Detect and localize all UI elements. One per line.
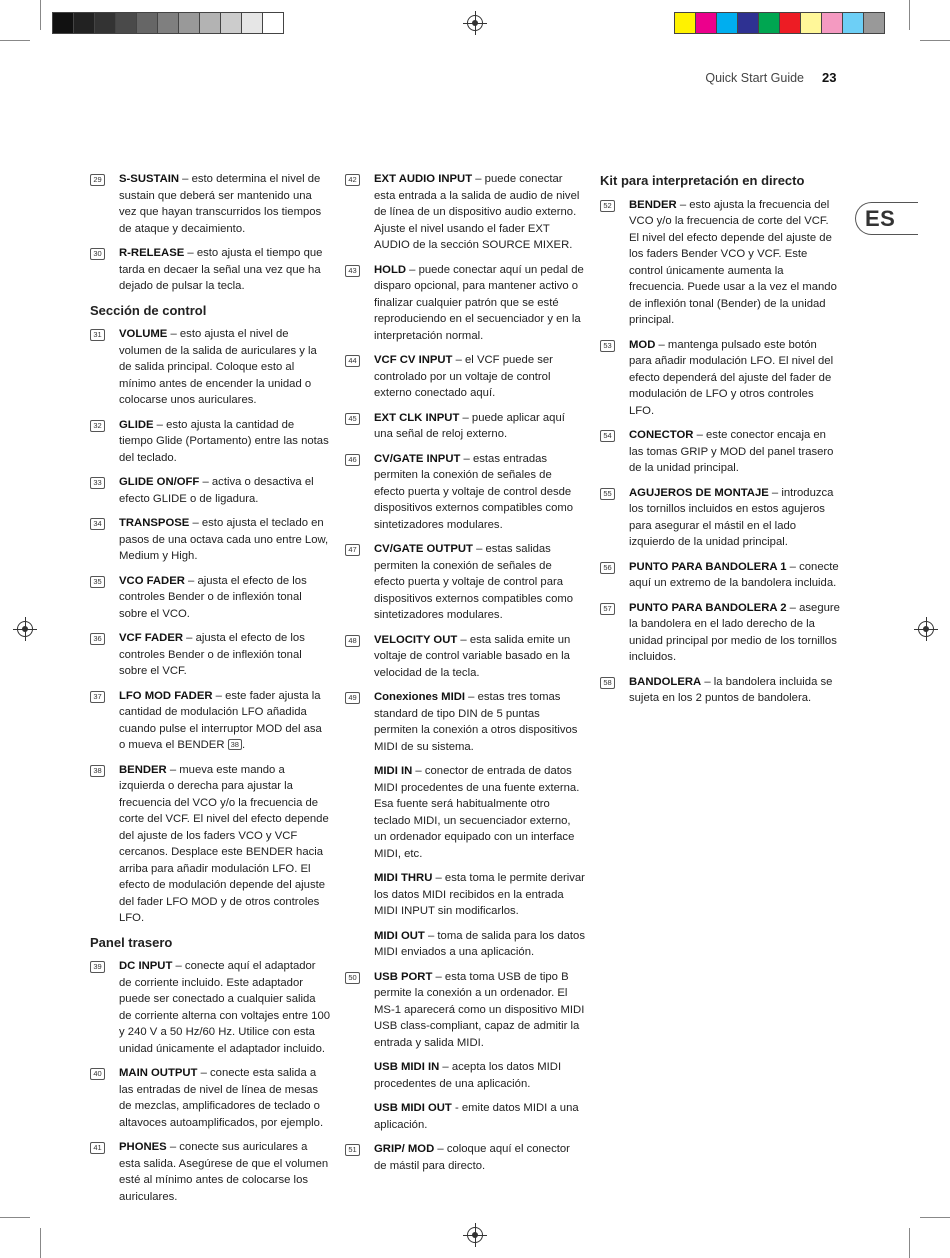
registration-mark-right-icon: [918, 621, 934, 637]
list-item: [345, 969, 585, 1052]
color-swatch: [738, 13, 759, 33]
item-term: VCF FADER: [119, 632, 184, 644]
color-swatch: [95, 13, 116, 33]
item-term: AGUJEROS DE MONTAJE: [629, 486, 769, 499]
item-term: CV/GATE OUTPUT: [374, 543, 473, 555]
item-description: – esto ajusta el tiempo que tarda en decaer la señal una vez que ha dejado de pulsar la tecla.: [119, 247, 323, 292]
item-number-badge: 35: [90, 576, 105, 588]
item-term: BANDOLERA: [629, 675, 702, 688]
reference-badge: 38: [228, 739, 242, 750]
item-term: BENDER: [629, 198, 677, 211]
list-item: [345, 541, 585, 624]
list-item: [345, 451, 585, 534]
item-description: – estas entradas permiten la conexión de señales de efecto puerta y voltaje de control desde dispositivos externos compatibles como sintetizadores modulares.: [374, 452, 574, 531]
item-term: GLIDE ON/OFF: [119, 476, 200, 488]
item-description: – puede aplicar aquí una señal de reloj externo.: [374, 411, 565, 440]
item-term: Conexiones MIDI: [374, 691, 466, 703]
color-calibration-bar: [674, 12, 885, 34]
list-item: [90, 688, 330, 754]
item-description: – esto ajusta la cantidad de tiempo Glide (Portamento) entre las notas del teclado.: [119, 418, 329, 464]
item-description: – esto ajusta la frecuencia del VCO y/o la frecuencia de corte del VCF. El nivel del efecto depende del ajuste de los faders Bender VCO y VCF. Este control únicamente aumenta la frecuencia. Puede usar a la vez el mando de inflexión tonal (Bender) de la unidad principal.: [629, 198, 837, 326]
list-item: [90, 958, 330, 1057]
item-description: – conecte sus auriculares a esta salida. Asegúrese de que el volumen esté al mínimo antes de colocarse los auriculares.: [119, 1141, 329, 1203]
item-term: BENDER: [119, 763, 167, 776]
list-item: [345, 410, 585, 443]
item-number-badge: 50: [345, 972, 360, 984]
list-item: [600, 197, 840, 329]
item-description: – conecte aquí un extremo de la bandolera incluida.: [629, 560, 839, 589]
list-item: [90, 515, 330, 565]
item-number-badge: 31: [90, 329, 105, 341]
item-term: MOD: [629, 338, 656, 351]
section-heading-live-kit: Kit para interpretación en directo: [600, 173, 805, 188]
item-number-badge: 44: [345, 355, 360, 367]
color-swatch: [717, 13, 738, 33]
item-description: – este fader ajusta la cantidad de modulación LFO añadida cuando pulse el interruptor MOD del asa o mueva el BENDER: [119, 689, 322, 751]
list-item: [345, 1141, 585, 1174]
color-swatch: [137, 13, 158, 33]
item-description: – puede conectar aquí un pedal de disparo opcional, para mantener activo o finalizar cualquier patrón que se esté reproduciendo en el secuenciador y en la interpretación normal.: [374, 263, 584, 342]
item-description: – el VCF puede ser controlado por un voltaje de control externo conectado aquí.: [374, 354, 553, 399]
item-number-badge: 49: [345, 692, 360, 704]
item-description: – puede conectar esta entrada a la salida de audio de nivel de línea de un dispositivo audio externo. Ajuste el nivel usando el fader EXT AUDIO de la sección SOURCE MIXER.: [374, 173, 580, 251]
list-item: [90, 417, 330, 467]
list-item: [345, 171, 585, 254]
sub-item: [345, 1100, 585, 1133]
item-description: – esta salida emite un voltaje de control variable basado en la velocidad de la tecla.: [374, 633, 571, 679]
item-description: – conecte esta salida a las entradas de nivel de línea de mesas de mezclas, amplificadores de teclado o altavoces autoamplificados, por ejemplo.: [119, 1067, 324, 1129]
item-number-badge: 33: [90, 477, 105, 489]
item-number-badge: 36: [90, 633, 105, 645]
item-term: MIDI OUT: [374, 929, 425, 942]
color-swatch: [822, 13, 843, 33]
item-term: MAIN OUTPUT: [119, 1067, 198, 1079]
item-term: PUNTO PARA BANDOLERA 2: [629, 601, 787, 614]
item-term: S-SUSTAIN: [119, 173, 180, 185]
item-description: – estas salidas permiten la conexión de señales de efecto puerta y voltaje de control para dispositivos externos compatibles como sintetizadores modulares.: [374, 543, 574, 621]
item-term: GRIP/ MOD: [374, 1143, 435, 1155]
column-2: [345, 171, 585, 1182]
item-number-badge: 37: [90, 691, 105, 703]
section-heading-rear-panel: Panel trasero: [90, 934, 173, 950]
item-description: – mantenga pulsado este botón para añadir modulación LFO. El nivel del efecto dependerá del ajuste del fader de modulación de LFO y otros controles LFO.: [629, 338, 834, 417]
list-item: [600, 559, 840, 592]
item-term: GLIDE: [119, 418, 154, 431]
item-term: MIDI IN: [374, 765, 413, 777]
sub-item: [345, 763, 585, 862]
item-term: CONECTOR: [629, 429, 694, 441]
item-number-badge: 57: [600, 603, 615, 615]
item-description: – mueva este mando a izquierda o derecha para ajustar la frecuencia del VCO y/o la frecuencia de corte del VCF. El nivel del efecto depende del ajuste de los faders VCO y VCF cercanos. Desplace este BENDER hacia arriba para añadir modulación LFO. El efecto de modulación depende del ajuste del fader LFO MOD y de otros controles LFO.: [119, 763, 329, 924]
color-swatch: [263, 13, 283, 33]
item-number-badge: 30: [90, 248, 105, 260]
list-item: [345, 632, 585, 682]
list-item: [90, 171, 330, 237]
list-item: [345, 352, 585, 402]
color-swatch: [801, 13, 822, 33]
item-description: – esto ajusta el nivel de volumen de la salida de auriculares y la de salida principal. Coloque esto al mínimo antes de encender la unidad o colocarse unos auriculares.: [119, 328, 317, 406]
list-item: [600, 427, 840, 477]
item-description: – esta toma USB de tipo B permite la conexión a un ordenador. El MS-1 aparecerá como un dispositivo MIDI USB class-compliant, capaz de admitir la entrada y salida MIDI.: [374, 970, 585, 1049]
item-term: VELOCITY OUT: [374, 633, 458, 646]
color-swatch: [780, 13, 801, 33]
item-description: – esta toma le permite derivar los datos MIDI recibidos en la entrada MIDI INPUT sin modificarlos.: [374, 872, 585, 917]
item-description: – ajusta el efecto de los controles Bender o de inflexión tonal sobre el VCO.: [119, 574, 307, 620]
item-term: VCF CV INPUT: [374, 354, 453, 366]
item-term: MIDI THRU: [374, 872, 433, 884]
item-number-badge: 48: [345, 635, 360, 647]
sub-item: [345, 1059, 585, 1092]
item-term: EXT CLK INPUT: [374, 411, 460, 424]
list-item: [345, 689, 585, 755]
item-number-badge: 34: [90, 518, 105, 530]
item-term: LFO MOD FADER: [119, 689, 213, 702]
item-term: VCO FADER: [119, 574, 185, 587]
item-term: VOLUME: [119, 328, 168, 340]
color-swatch: [843, 13, 864, 33]
list-item: [600, 600, 840, 666]
item-description: – esto determina el nivel de sustain que deberá ser mantenido una vez que hayan transcurridos los tiempos de ataque y decaimiento.: [119, 173, 322, 235]
item-description: – conector de entrada de datos MIDI procedentes de una fuente externa. Esa fuente será habitualmente otro teclado MIDI, un secuenciador externo, un ordenador equipado con un interface MIDI, etc.: [374, 765, 580, 860]
item-term: CV/GATE INPUT: [374, 452, 461, 465]
item-number-badge: 53: [600, 340, 615, 352]
item-description: – asegure la bandolera en el lado derecho de la unidad principal por medio de los tornillos incluidos.: [629, 601, 840, 663]
list-item: [600, 485, 840, 551]
grayscale-calibration-bar: [52, 12, 284, 34]
item-description: – coloque aquí el conector de mástil para directo.: [374, 1143, 570, 1172]
item-term: HOLD: [374, 263, 407, 276]
item-description: – estas tres tomas standard de tipo DIN de 5 puntas permiten la conexión a otros dispositivos MIDI de su sistema.: [374, 691, 578, 753]
list-item: [90, 762, 330, 927]
item-number-badge: 38: [90, 765, 105, 777]
item-term: R-RELEASE: [119, 247, 185, 259]
registration-mark-top-icon: [467, 15, 483, 31]
page-number: 23: [822, 70, 837, 85]
item-term: USB MIDI OUT: [374, 1102, 452, 1114]
color-swatch: [179, 13, 200, 33]
sub-item: [345, 870, 585, 920]
list-item: [600, 674, 840, 707]
item-number-badge: 42: [345, 174, 360, 186]
item-number-badge: 46: [345, 454, 360, 466]
item-number-badge: 43: [345, 265, 360, 277]
item-description: – este conector encaja en las tomas GRIP y MOD del panel trasero de la unidad principal.: [629, 429, 834, 474]
list-item: [90, 573, 330, 623]
item-term: TRANSPOSE: [119, 517, 190, 529]
item-description: – introduzca los tornillos incluidos en estos agujeros para asegurar el mástil en el lado izquierdo de la unidad principal.: [629, 486, 834, 548]
item-number-badge: 45: [345, 413, 360, 425]
item-number-badge: 52: [600, 200, 615, 212]
item-description: – toma de salida para los datos MIDI enviados a una aplicación.: [374, 929, 585, 958]
column-3: [600, 171, 840, 715]
list-item: [90, 1065, 330, 1131]
color-swatch: [74, 13, 95, 33]
language-tab: ES: [855, 202, 918, 235]
color-swatch: [864, 13, 884, 33]
color-swatch: [242, 13, 263, 33]
list-item: [345, 262, 585, 345]
list-item: [90, 245, 330, 295]
item-number-badge: 54: [600, 430, 615, 442]
item-description: – la bandolera incluida se sujeta en los 2 puntos de bandolera.: [629, 675, 833, 704]
item-number-badge: 39: [90, 961, 105, 973]
section-heading-control: Sección de control: [90, 302, 207, 318]
header-title: Quick Start Guide: [705, 71, 804, 85]
color-swatch: [759, 13, 780, 33]
item-description: – acepta los datos MIDI procedentes de una aplicación.: [374, 1061, 562, 1090]
registration-mark-left-icon: [17, 621, 33, 637]
color-swatch: [116, 13, 137, 33]
item-number-badge: 51: [345, 1144, 360, 1156]
item-term: EXT AUDIO INPUT: [374, 173, 473, 185]
item-description: – esto ajusta el teclado en pasos de una octava cada uno entre Low, Medium y High.: [119, 517, 329, 562]
registration-mark-bottom-icon: [467, 1227, 483, 1243]
list-item: [600, 337, 840, 420]
item-number-badge: 41: [90, 1142, 105, 1154]
item-term: USB MIDI IN: [374, 1061, 440, 1073]
item-description-end: .: [241, 739, 246, 751]
item-number-badge: 58: [600, 677, 615, 689]
item-term: USB PORT: [374, 970, 433, 983]
item-number-badge: 47: [345, 544, 360, 556]
color-swatch: [53, 13, 74, 33]
sub-item: [345, 928, 585, 961]
item-number-badge: 32: [90, 420, 105, 432]
item-term: PUNTO PARA BANDOLERA 1: [629, 560, 787, 573]
column-1: [90, 171, 330, 1213]
list-item: [90, 474, 330, 507]
item-number-badge: 55: [600, 488, 615, 500]
item-description: – ajusta el efecto de los controles Bender o de inflexión tonal sobre el VCF.: [119, 632, 305, 677]
list-item: [90, 630, 330, 680]
color-swatch: [221, 13, 242, 33]
item-number-badge: 29: [90, 174, 105, 186]
color-swatch: [675, 13, 696, 33]
color-swatch: [200, 13, 221, 33]
color-swatch: [696, 13, 717, 33]
item-description: – conecte aquí el adaptador de corriente incluido. Este adaptador puede ser conectado a cualquier salida de corriente alterna con voltajes entre 100 y 240 V a 50 Hz/60 Hz. Utilice con esta unidad únicamente el adaptador incluido.: [119, 960, 331, 1055]
list-item: [90, 326, 330, 409]
item-term: DC INPUT: [119, 960, 173, 972]
item-term: PHONES: [119, 1141, 167, 1153]
list-item: [90, 1139, 330, 1205]
item-number-badge: 56: [600, 562, 615, 574]
color-swatch: [158, 13, 179, 33]
item-description: – activa o desactiva el efecto GLIDE o de ligadura.: [119, 476, 314, 505]
item-description: - emite datos MIDI a una aplicación.: [374, 1102, 579, 1131]
item-number-badge: 40: [90, 1068, 105, 1080]
